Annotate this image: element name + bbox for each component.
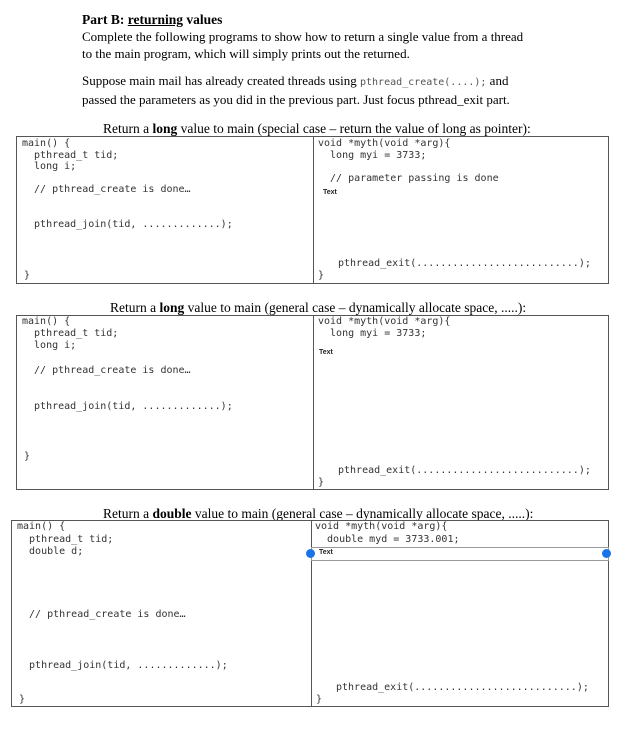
text-placeholder[interactable]: Text xyxy=(323,189,337,196)
intro-line: passed the parameters as you did in the previous part. Just focus pthread_exit part. xyxy=(82,92,510,107)
intro-paragraph-1 xyxy=(82,28,572,62)
myth-close-brace-1: } xyxy=(318,270,325,281)
resize-handle-right-icon[interactable] xyxy=(602,549,611,558)
text-box-selection[interactable] xyxy=(311,547,609,561)
main-close-brace-2: } xyxy=(24,451,31,462)
underlined-word: returning xyxy=(127,12,183,27)
pthread-exit-line-3[interactable]: pthread_exit(...........................); xyxy=(336,682,589,693)
pthread-exit-line-2[interactable]: pthread_exit(...........................); xyxy=(338,465,591,476)
myth-code-2[interactable]: void *myth(void *arg){ long myi = 3733; xyxy=(318,316,451,340)
main-code-1[interactable]: main() { pthread_t tid; long i; // pthread_create is done… pthread_join(tid, .............); xyxy=(22,138,233,231)
intro-line: Suppose main mail has already created threads using pthread_create(....); and xyxy=(82,73,509,88)
text-placeholder[interactable]: Text xyxy=(319,349,333,356)
myth-code-1[interactable]: void *myth(void *arg){ long myi = 3733; // parameter passing is done xyxy=(318,138,499,184)
column-divider xyxy=(313,316,314,489)
myth-close-brace-3: } xyxy=(316,694,323,705)
section-2-caption: Return a long value to main (general case – dynamically allocate space, .....): xyxy=(110,300,527,315)
myth-code-3[interactable]: void *myth(void *arg){ double myd = 3733.001; xyxy=(315,521,460,545)
inline-code: pthread_create(....); xyxy=(359,77,487,88)
section-3-caption: Return a double value to main (general case – dynamically allocate space, .....): xyxy=(103,506,534,521)
main-close-brace-1: } xyxy=(24,270,31,281)
myth-close-brace-2: } xyxy=(318,477,325,488)
section-heading: Part B: returning values xyxy=(82,12,223,27)
section-1-caption: Return a long value to main (special case – return the value of long as pointer): xyxy=(103,121,531,136)
text-placeholder[interactable]: Text xyxy=(319,549,333,556)
intro-line: to the main program, which will simply prints out the returned. xyxy=(82,46,410,61)
intro-paragraph-2 xyxy=(82,72,602,108)
pthread-exit-line-1[interactable]: pthread_exit(...........................); xyxy=(338,258,591,269)
column-divider xyxy=(313,137,314,283)
main-code-3[interactable]: main() { pthread_t tid; double d; // pthread_create is done… pthread_join(tid, .............); xyxy=(17,521,228,671)
main-code-2[interactable]: main() { pthread_t tid; long i; // pthread_create is done… pthread_join(tid, .............); xyxy=(22,316,233,413)
intro-line: Complete the following programs to show how to return a single value from a thread xyxy=(82,29,524,44)
resize-handle-left-icon[interactable] xyxy=(306,549,315,558)
main-close-brace-3: } xyxy=(19,694,26,705)
